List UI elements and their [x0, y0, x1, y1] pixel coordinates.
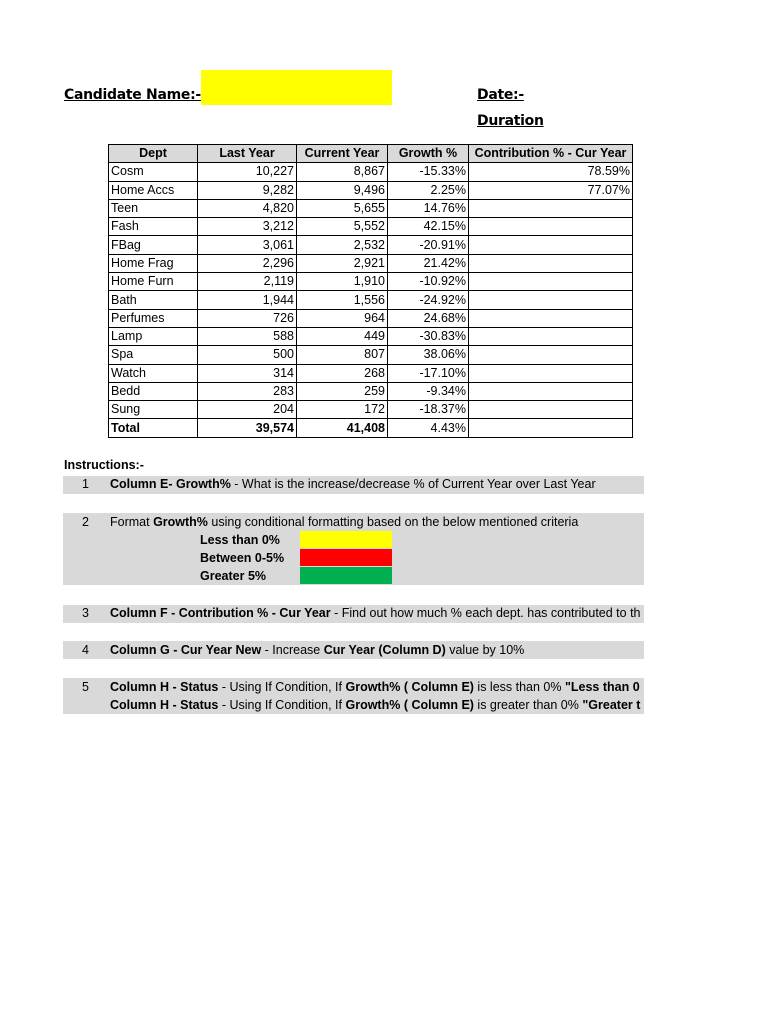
cell-last-year[interactable]: 314 [198, 364, 297, 382]
table-row [109, 163, 633, 181]
instruction-5-l1-body-1: - Using If Condition, If [218, 680, 346, 694]
table-row [109, 364, 633, 382]
instruction-3-text [110, 606, 644, 620]
cell-growth[interactable]: -30.83% [388, 327, 469, 345]
cell-current-year[interactable]: 5,655 [297, 199, 388, 217]
cell-growth[interactable]: -10.92% [388, 273, 469, 291]
cell-last-year[interactable]: 204 [198, 401, 297, 419]
cell-last-year[interactable]: 3,061 [198, 236, 297, 254]
instruction-3-number: 3 [82, 606, 89, 620]
table-row [109, 199, 633, 217]
instructions-title: Instructions:- [64, 458, 144, 472]
col-header-dept[interactable]: Dept [109, 145, 198, 163]
instruction-4-body-1: - Increase [261, 643, 324, 657]
table-row [109, 291, 633, 309]
cell-dept[interactable]: Teen [109, 199, 198, 217]
instruction-1-text [110, 477, 644, 491]
cell-total-contribution[interactable] [469, 419, 633, 437]
cell-growth[interactable]: -15.33% [388, 163, 469, 181]
table-row [109, 346, 633, 364]
cell-dept[interactable]: Bath [109, 291, 198, 309]
cell-dept[interactable]: Home Accs [109, 181, 198, 199]
cell-dept[interactable]: Cosm [109, 163, 198, 181]
cell-contribution[interactable] [469, 309, 633, 327]
cell-contribution[interactable] [469, 346, 633, 364]
cell-contribution[interactable]: 77.07% [469, 181, 633, 199]
cell-dept[interactable]: Home Furn [109, 273, 198, 291]
cell-current-year[interactable]: 8,867 [297, 163, 388, 181]
cell-growth[interactable]: -24.92% [388, 291, 469, 309]
instruction-3-body: - Find out how much % each dept. has contributed to th [330, 606, 641, 620]
cell-growth[interactable]: 21.42% [388, 254, 469, 272]
cell-current-year[interactable]: 9,496 [297, 181, 388, 199]
cell-current-year[interactable]: 1,556 [297, 291, 388, 309]
table-row [109, 382, 633, 400]
cell-last-year[interactable]: 3,212 [198, 218, 297, 236]
cell-current-year[interactable]: 449 [297, 327, 388, 345]
cell-last-year[interactable]: 500 [198, 346, 297, 364]
instruction-2-text [110, 515, 644, 529]
criteria-swatch-red [300, 549, 392, 566]
instruction-5-l2-body-2: is greater than 0% [473, 698, 583, 712]
cell-last-year[interactable]: 1,944 [198, 291, 297, 309]
cell-growth[interactable]: -9.34% [388, 382, 469, 400]
cell-current-year[interactable]: 268 [297, 364, 388, 382]
cell-contribution[interactable] [469, 218, 633, 236]
cell-last-year[interactable]: 4,820 [198, 199, 297, 217]
criteria-label-greater-5: Greater 5% [200, 569, 267, 583]
col-header-growth[interactable]: Growth % [388, 145, 469, 163]
instruction-2-bold: Growth% [153, 515, 208, 529]
cell-contribution[interactable] [469, 273, 633, 291]
cell-last-year[interactable]: 283 [198, 382, 297, 400]
cell-total-label[interactable]: Total [109, 419, 198, 437]
cell-last-year[interactable]: 9,282 [198, 181, 297, 199]
cell-contribution[interactable] [469, 236, 633, 254]
instruction-5-l2-bold-3: "Greater t [582, 698, 641, 712]
instruction-5-l2-body-1: - Using If Condition, If [218, 698, 346, 712]
cell-contribution[interactable] [469, 291, 633, 309]
instruction-4-text [110, 643, 644, 657]
cell-last-year[interactable]: 726 [198, 309, 297, 327]
cell-current-year[interactable]: 5,552 [297, 218, 388, 236]
instruction-4-bold-2: Cur Year (Column D) [323, 643, 446, 657]
instruction-1-body: - What is the increase/decrease % of Current Year over Last Year [230, 477, 596, 491]
instruction-4-bold: Column G - Cur Year New [110, 643, 262, 657]
criteria-label-less-than-0: Less than 0% [200, 533, 280, 547]
cell-current-year[interactable]: 259 [297, 382, 388, 400]
cell-dept[interactable]: Spa [109, 346, 198, 364]
instruction-5-l1-bold: Column H - Status [110, 680, 219, 694]
cell-contribution[interactable] [469, 401, 633, 419]
instruction-1-number: 1 [82, 477, 89, 491]
cell-growth[interactable]: 42.15% [388, 218, 469, 236]
cell-dept[interactable]: Sung [109, 401, 198, 419]
instruction-5-line-1 [110, 680, 644, 694]
instruction-2-number: 2 [82, 515, 89, 529]
sales-table [108, 144, 633, 438]
cell-current-year[interactable]: 2,532 [297, 236, 388, 254]
table-row [109, 401, 633, 419]
instruction-5-l2-bold: Column H - Status [110, 698, 219, 712]
candidate-name-label: Candidate Name:- [64, 87, 201, 103]
table-row [109, 309, 633, 327]
criteria-swatch-green [300, 567, 392, 584]
cell-last-year[interactable]: 10,227 [198, 163, 297, 181]
instruction-5-line-2 [110, 698, 644, 712]
cell-contribution[interactable] [469, 327, 633, 345]
instruction-4-body-2: value by 10% [445, 643, 525, 657]
table-row [109, 236, 633, 254]
cell-contribution[interactable] [469, 364, 633, 382]
criteria-swatch-yellow [300, 531, 392, 548]
cell-last-year[interactable]: 2,119 [198, 273, 297, 291]
instruction-5-l1-body-2: is less than 0% [473, 680, 565, 694]
table-row [109, 181, 633, 199]
cell-current-year[interactable]: 807 [297, 346, 388, 364]
cell-last-year[interactable]: 588 [198, 327, 297, 345]
table-row [109, 327, 633, 345]
cell-growth[interactable]: -18.37% [388, 401, 469, 419]
cell-growth[interactable]: 2.25% [388, 181, 469, 199]
instruction-3-bold: Column F - Contribution % - Cur Year [110, 606, 331, 620]
cell-last-year[interactable]: 2,296 [198, 254, 297, 272]
cell-growth[interactable]: 14.76% [388, 199, 469, 217]
cell-growth[interactable]: 24.68% [388, 309, 469, 327]
instruction-1-bold: Column E- Growth% [110, 477, 231, 491]
table-row [109, 218, 633, 236]
instruction-5-l1-bold-2: Growth% ( Column E) [345, 680, 474, 694]
cell-dept[interactable]: Watch [109, 364, 198, 382]
cell-total-last-year[interactable]: 39,574 [198, 419, 297, 437]
table-row [109, 254, 633, 272]
cell-contribution[interactable] [469, 199, 633, 217]
duration-label: Duration [477, 113, 544, 129]
cell-dept[interactable]: Perfumes [109, 309, 198, 327]
cell-total-growth[interactable]: 4.43% [388, 419, 469, 437]
cell-contribution[interactable]: 78.59% [469, 163, 633, 181]
col-header-current-year[interactable]: Current Year [297, 145, 388, 163]
criteria-label-between-0-5: Between 0-5% [200, 551, 285, 565]
cell-current-year[interactable]: 172 [297, 401, 388, 419]
instruction-5-number: 5 [82, 680, 89, 694]
instruction-2-pre: Format [110, 515, 154, 529]
table-total-row [109, 419, 633, 437]
col-header-contribution[interactable]: Contribution % - Cur Year [469, 145, 633, 163]
date-label: Date:- [477, 87, 524, 103]
cell-total-current-year[interactable]: 41,408 [297, 419, 388, 437]
cell-dept[interactable]: Fash [109, 218, 198, 236]
cell-growth[interactable]: -20.91% [388, 236, 469, 254]
instruction-2-body: using conditional formatting based on the below mentioned criteria [207, 515, 579, 529]
table-row [109, 273, 633, 291]
cell-growth[interactable]: -17.10% [388, 364, 469, 382]
cell-dept[interactable]: Home Frag [109, 254, 198, 272]
table-header-row [109, 145, 633, 163]
cell-contribution[interactable] [469, 382, 633, 400]
instruction-5-l1-bold-3: "Less than 0 [564, 680, 640, 694]
cell-current-year[interactable]: 964 [297, 309, 388, 327]
instruction-5-l2-bold-2: Growth% ( Column E) [345, 698, 474, 712]
cell-contribution[interactable] [469, 254, 633, 272]
instruction-4-number: 4 [82, 643, 89, 657]
col-header-last-year[interactable]: Last Year [198, 145, 297, 163]
cell-current-year[interactable]: 2,921 [297, 254, 388, 272]
cell-dept[interactable]: Lamp [109, 327, 198, 345]
cell-dept[interactable]: Bedd [109, 382, 198, 400]
candidate-name-field[interactable] [201, 70, 392, 105]
cell-current-year[interactable]: 1,910 [297, 273, 388, 291]
cell-growth[interactable]: 38.06% [388, 346, 469, 364]
cell-dept[interactable]: FBag [109, 236, 198, 254]
